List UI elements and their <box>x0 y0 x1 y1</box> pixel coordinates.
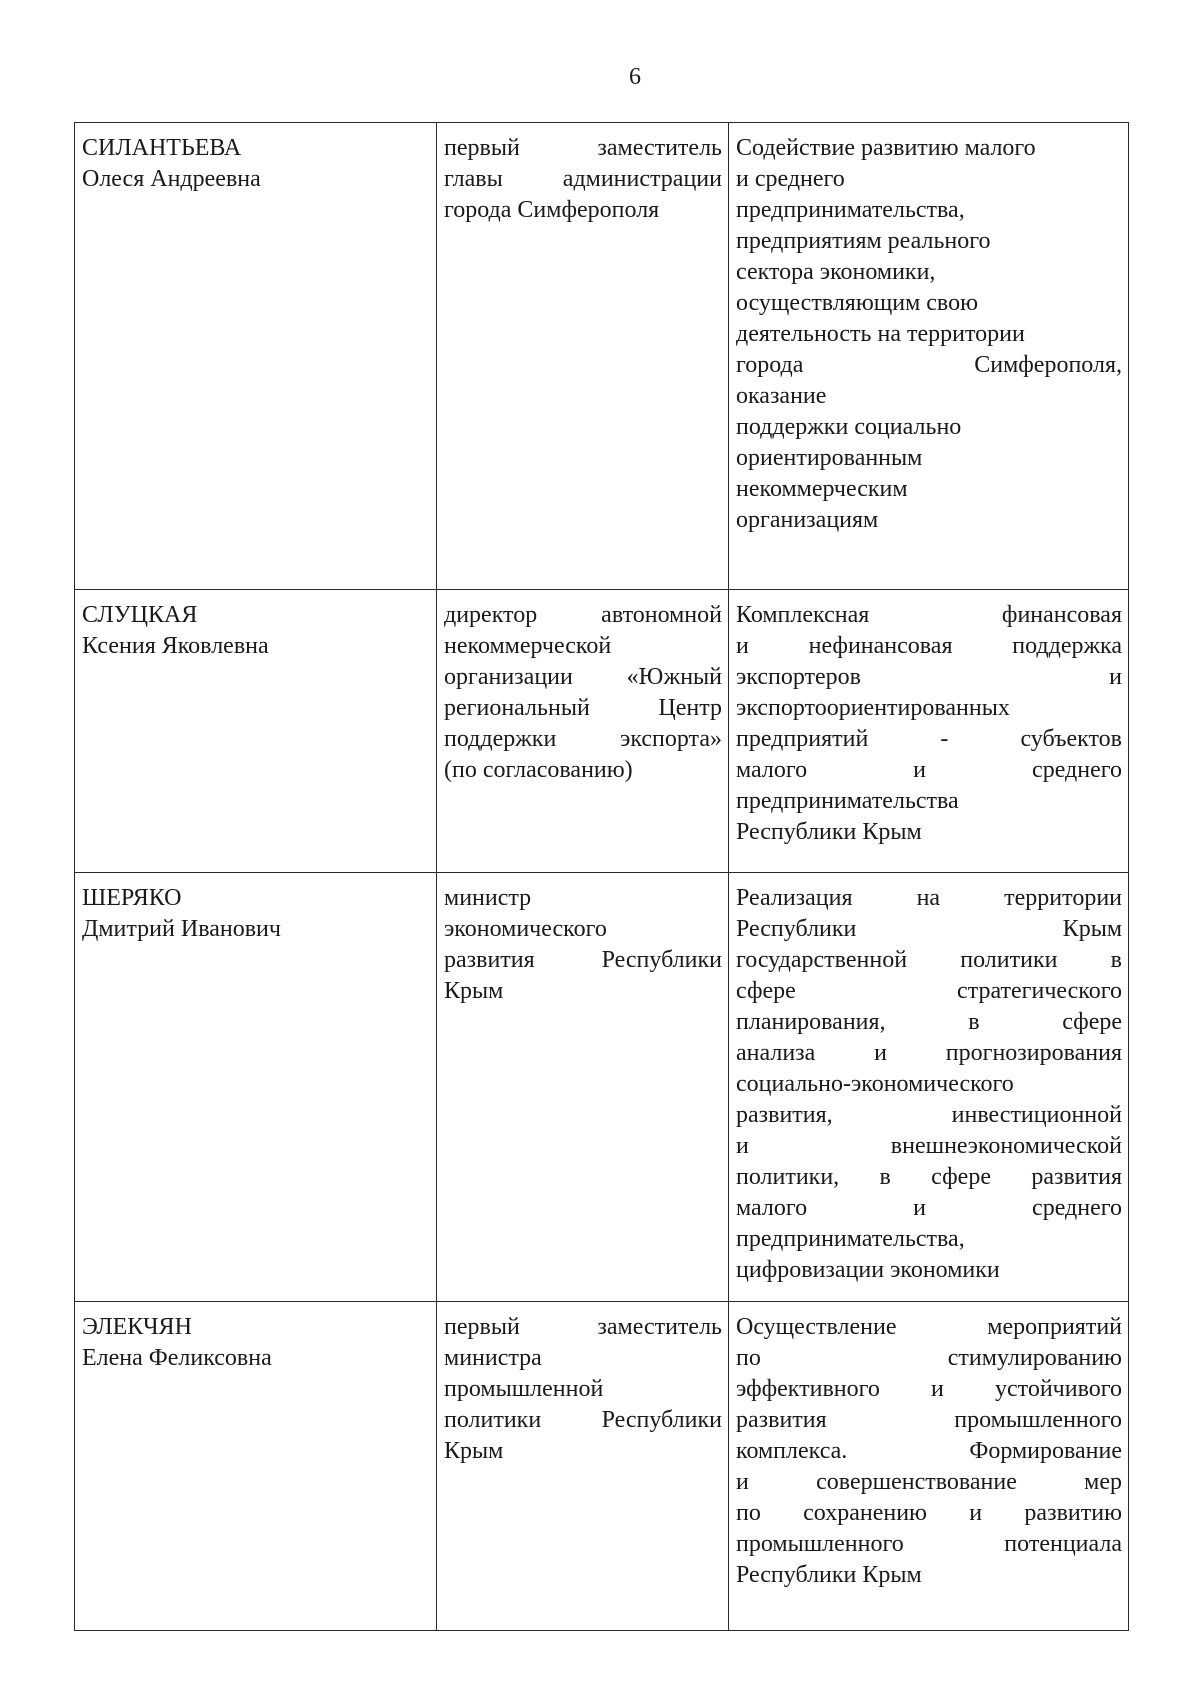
member-surname: СЛУЦКАЯ <box>82 602 198 628</box>
position-line: экономического <box>444 916 607 942</box>
duties-line: предприятиям реального <box>736 228 991 254</box>
members-table <box>74 122 1129 1631</box>
position-line: политики Республики <box>444 1407 722 1433</box>
duties-line: предпринимательства, <box>736 1226 965 1252</box>
duties-line: эффективного и устойчивого <box>736 1376 1122 1402</box>
position-cell <box>437 123 729 590</box>
duties-line: по стимулированию <box>736 1345 1122 1371</box>
position-line: директор автономной <box>444 602 722 628</box>
duties-line: ориентированным <box>736 445 923 471</box>
position-line: Крым <box>444 1438 504 1464</box>
duties-line: цифровизации экономики <box>736 1257 1000 1283</box>
duties-line: предпринимательства, <box>736 197 965 223</box>
table-row <box>75 1302 1129 1631</box>
table-row <box>75 590 1129 873</box>
duties-line: и среднего <box>736 166 845 192</box>
member-given-names: Дмитрий Иванович <box>82 916 281 942</box>
name-cell <box>75 1302 437 1631</box>
position-line: первый заместитель <box>444 135 722 161</box>
member-surname: ЭЛЕКЧЯН <box>82 1314 192 1340</box>
duties-line: деятельность на территории <box>736 321 1025 347</box>
duties-line: планирования, в сфере <box>736 1009 1122 1035</box>
members-table-body <box>75 123 1129 1631</box>
duties-line: экспортеров и <box>736 664 1122 690</box>
duties-line: Республики Крым <box>736 1562 922 1588</box>
duties-line: осуществляющим свою <box>736 290 979 316</box>
member-surname: СИЛАНТЬЕВА <box>82 135 242 161</box>
duties-line: экспортоориентированных <box>736 695 1010 721</box>
duties-line: сфере стратегического <box>736 978 1122 1004</box>
position-line: министр <box>444 885 532 911</box>
duties-line: Комплексная финансовая <box>736 602 1122 628</box>
table-row <box>75 873 1129 1302</box>
duties-line: предпринимательства <box>736 788 959 814</box>
duties-line: малого и среднего <box>736 757 1122 783</box>
position-line: министра <box>444 1345 542 1371</box>
duties-line: предприятий - субъектов <box>736 726 1122 752</box>
duties-line: сектора экономики, <box>736 259 936 285</box>
member-given-names: Елена Феликсовна <box>82 1345 272 1371</box>
duties-cell <box>729 123 1129 590</box>
duties-line: развития, инвестиционной <box>736 1102 1122 1128</box>
position-line: некоммерческой <box>444 633 612 659</box>
duties-line: организациям <box>736 507 879 533</box>
duties-line: комплекса. Формирование <box>736 1438 1122 1464</box>
duties-cell <box>729 1302 1129 1631</box>
duties-line: и внешнеэкономической <box>736 1133 1122 1159</box>
duties-line: государственной политики в <box>736 947 1122 973</box>
position-line: развития Республики <box>444 947 722 973</box>
name-cell <box>75 590 437 873</box>
duties-line: анализа и прогнозирования <box>736 1040 1122 1066</box>
position-line: промышленной <box>444 1376 604 1402</box>
duties-line: и нефинансовая поддержка <box>736 633 1122 659</box>
duties-line: Реализация на территории <box>736 885 1122 911</box>
page-number: 6 <box>629 64 641 90</box>
position-line: Крым <box>444 978 504 1004</box>
duties-line: оказание <box>736 383 827 409</box>
name-cell <box>75 873 437 1302</box>
position-line: главы администрации <box>444 166 722 192</box>
position-line: города Симферополя <box>444 197 660 223</box>
duties-line: и совершенствование мер <box>736 1469 1122 1495</box>
position-line: первый заместитель <box>444 1314 722 1340</box>
position-line: (по согласованию) <box>444 757 633 783</box>
duties-line: Республики Крым <box>736 819 922 845</box>
position-cell <box>437 873 729 1302</box>
duties-line: малого и среднего <box>736 1195 1122 1221</box>
duties-line: промышленного потенциала <box>736 1531 1122 1557</box>
position-line: организации «Южный <box>444 664 722 690</box>
duties-line: поддержки социально <box>736 414 962 440</box>
name-cell <box>75 123 437 590</box>
duties-line: политики, в сфере развития <box>736 1164 1122 1190</box>
duties-line: Содействие развитию малого <box>736 135 1036 161</box>
duties-line: социально-экономического <box>736 1071 1014 1097</box>
duties-line: Осуществление мероприятий <box>736 1314 1122 1340</box>
table-row <box>75 123 1129 590</box>
duties-line: Республики Крым <box>736 916 1122 942</box>
duties-line: развития промышленного <box>736 1407 1122 1433</box>
duties-line: по сохранению и развитию <box>736 1500 1122 1526</box>
member-given-names: Ксения Яковлевна <box>82 633 269 659</box>
member-given-names: Олеся Андреевна <box>82 166 261 192</box>
duties-line: некоммерческим <box>736 476 908 502</box>
position-line: региональный Центр <box>444 695 722 721</box>
duties-cell <box>729 590 1129 873</box>
member-surname: ШЕРЯКО <box>82 885 182 911</box>
position-cell <box>437 1302 729 1631</box>
position-line: поддержки экспорта» <box>444 726 722 752</box>
position-cell <box>437 590 729 873</box>
duties-line: города Симферополя, <box>736 352 1122 378</box>
duties-cell <box>729 873 1129 1302</box>
